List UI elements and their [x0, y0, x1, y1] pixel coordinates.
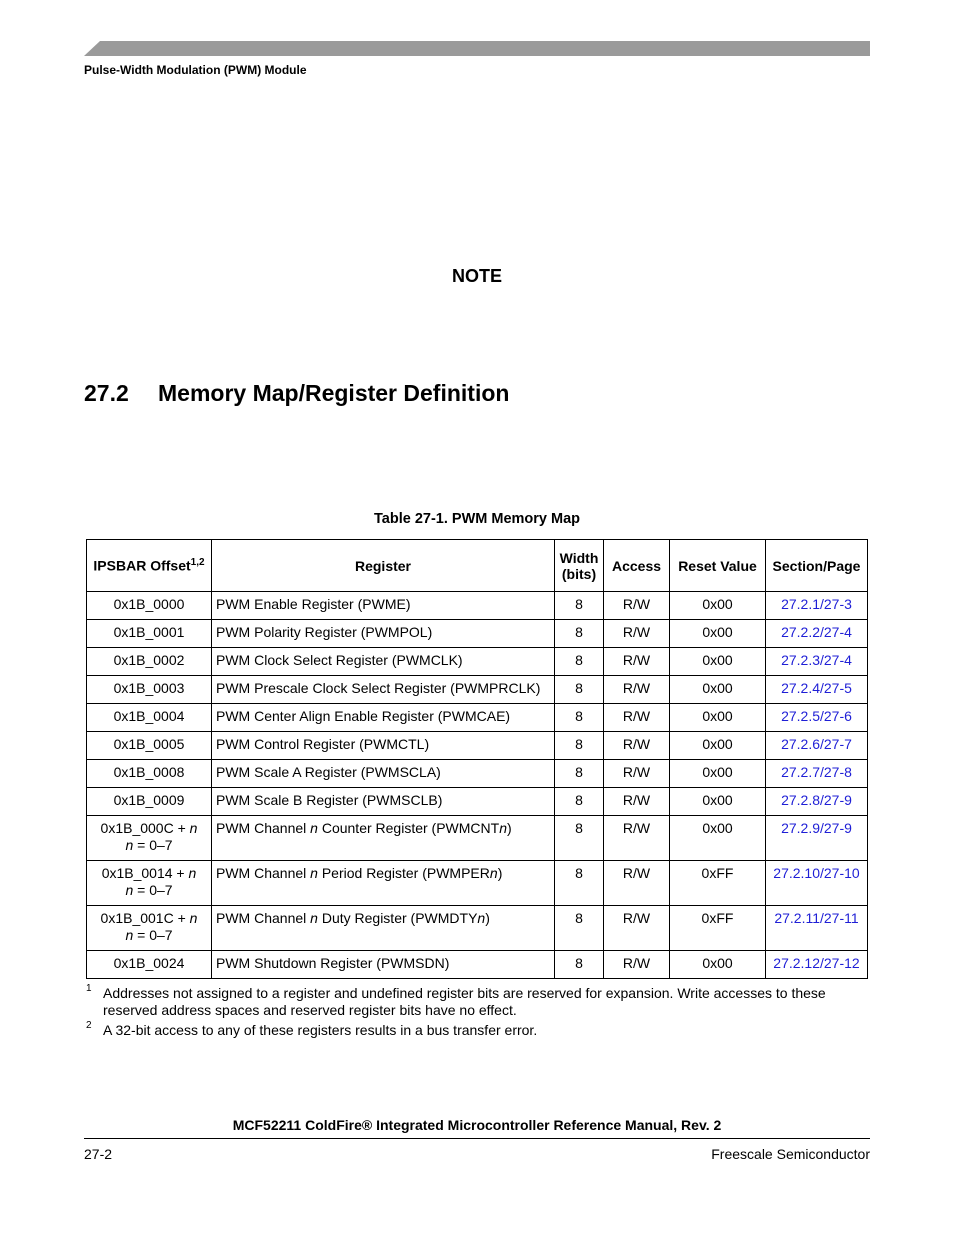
- cell-register: PWM Polarity Register (PWMPOL): [212, 620, 555, 648]
- cell-access: R/W: [604, 760, 670, 788]
- cell-section-page: [766, 816, 868, 861]
- header-access: Access: [604, 540, 670, 592]
- cell-register: PWM Channel n Counter Register (PWMCNTn): [212, 816, 555, 861]
- table-row: [87, 704, 868, 732]
- cell-width: 8: [555, 620, 604, 648]
- header-width: Width (bits): [555, 540, 604, 592]
- header-register: Register: [212, 540, 555, 592]
- cell-offset: 0x1B_0005: [87, 732, 212, 760]
- cell-width: 8: [555, 951, 604, 979]
- cell-section-page: [766, 704, 868, 732]
- section-page-link[interactable]: 27.2.4/27-5: [781, 680, 852, 696]
- header-offset-footnote-ref: 1,2: [190, 557, 205, 569]
- table-row: [87, 760, 868, 788]
- header-bar-graphic: [84, 41, 870, 56]
- cell-register: PWM Scale B Register (PWMSCLB): [212, 788, 555, 816]
- cell-register: PWM Channel n Period Register (PWMPERn): [212, 861, 555, 906]
- table-header-row: [87, 540, 868, 592]
- cell-width: 8: [555, 676, 604, 704]
- section-page-link[interactable]: 27.2.9/27-9: [781, 820, 852, 836]
- table-row: [87, 906, 868, 951]
- section-page-link[interactable]: 27.2.2/27-4: [781, 624, 852, 640]
- cell-section-page: [766, 906, 868, 951]
- header-offset: IPSBAR Offset$^{1,2}$: [87, 540, 212, 592]
- cell-offset: 0x1B_0008: [87, 760, 212, 788]
- cell-access: R/W: [604, 704, 670, 732]
- cell-register: PWM Center Align Enable Register (PWMCAE): [212, 704, 555, 732]
- cell-register: PWM Prescale Clock Select Register (PWMPRCLK): [212, 676, 555, 704]
- table-row: [87, 732, 868, 760]
- section-page-link[interactable]: 27.2.1/27-3: [781, 596, 852, 612]
- cell-access: R/W: [604, 620, 670, 648]
- cell-access: R/W: [604, 816, 670, 861]
- cell-offset: 0x1B_001C + n n = 0–7: [87, 906, 212, 951]
- cell-offset: 0x1B_0009: [87, 788, 212, 816]
- cell-register: PWM Shutdown Register (PWMSDN): [212, 951, 555, 979]
- cell-width: 8: [555, 906, 604, 951]
- cell-offset: 0x1B_0002: [87, 648, 212, 676]
- header-reset-value: Reset Value: [670, 540, 766, 592]
- cell-reset-value: 0x00: [670, 760, 766, 788]
- cell-section-page: [766, 592, 868, 620]
- cell-offset: 0x1B_0001: [87, 620, 212, 648]
- cell-section-page: [766, 760, 868, 788]
- cell-access: R/W: [604, 788, 670, 816]
- cell-offset: 0x1B_0000: [87, 592, 212, 620]
- cell-offset: 0x1B_0004: [87, 704, 212, 732]
- section-page-link[interactable]: 27.2.8/27-9: [781, 792, 852, 808]
- cell-access: R/W: [604, 951, 670, 979]
- cell-section-page: [766, 861, 868, 906]
- cell-width: 8: [555, 788, 604, 816]
- cell-access: R/W: [604, 592, 670, 620]
- note-title: NOTE: [451, 266, 502, 286]
- cell-width: 8: [555, 760, 604, 788]
- table-row: [87, 816, 868, 861]
- section-page-link[interactable]: 27.2.7/27-8: [781, 764, 852, 780]
- cell-access: R/W: [604, 732, 670, 760]
- cell-offset: 0x1B_0024: [87, 951, 212, 979]
- cell-width: 8: [555, 732, 604, 760]
- cell-section-page: [766, 620, 868, 648]
- cell-reset-value: 0x00: [670, 620, 766, 648]
- cell-reset-value: 0x00: [670, 816, 766, 861]
- cell-section-page: [766, 648, 868, 676]
- footer-manual-title: MCF52211 ColdFire® Integrated Microcontroller Reference Manual, Rev. 2: [232, 1117, 722, 1133]
- cell-register: PWM Clock Select Register (PWMCLK): [212, 648, 555, 676]
- cell-width: 8: [555, 704, 604, 732]
- cell-width: 8: [555, 861, 604, 906]
- cell-width: 8: [555, 592, 604, 620]
- cell-reset-value: 0x00: [670, 732, 766, 760]
- table-row: [87, 861, 868, 906]
- cell-width: 8: [555, 816, 604, 861]
- cell-reset-value: 0x00: [670, 788, 766, 816]
- section-page-link[interactable]: 27.2.10/27-10: [773, 865, 860, 881]
- footnote-2: 2 A 32-bit access to any of these registers results in a bus transfer error.: [86, 1020, 538, 1038]
- section-page-link[interactable]: 27.2.6/27-7: [781, 736, 852, 752]
- cell-register: PWM Control Register (PWMCTL): [212, 732, 555, 760]
- table-caption: Table 27-1. PWM Memory Map: [374, 511, 580, 527]
- cell-section-page: [766, 788, 868, 816]
- cell-reset-value: 0x00: [670, 951, 766, 979]
- table-row: [87, 620, 868, 648]
- section-page-link[interactable]: 27.2.11/27-11: [774, 910, 859, 926]
- cell-access: R/W: [604, 861, 670, 906]
- cell-reset-value: 0x00: [670, 676, 766, 704]
- table-row: [87, 648, 868, 676]
- cell-register: PWM Channel n Duty Register (PWMDTYn): [212, 906, 555, 951]
- table-row: [87, 676, 868, 704]
- cell-register: PWM Enable Register (PWME): [212, 592, 555, 620]
- header-section-page: Section/Page: [766, 540, 868, 592]
- cell-access: R/W: [604, 676, 670, 704]
- section-page-link[interactable]: 27.2.3/27-4: [781, 652, 852, 668]
- cell-reset-value: 0xFF: [670, 861, 766, 906]
- pwm-memory-map-table: [86, 539, 868, 979]
- cell-access: R/W: [604, 648, 670, 676]
- table-row: [87, 951, 868, 979]
- section-heading: [84, 380, 509, 407]
- cell-access: R/W: [604, 906, 670, 951]
- running-header: Pulse-Width Modulation (PWM) Module: [84, 63, 307, 77]
- cell-reset-value: 0x00: [670, 648, 766, 676]
- cell-reset-value: 0x00: [670, 704, 766, 732]
- cell-register: PWM Scale A Register (PWMSCLA): [212, 760, 555, 788]
- footnote-1: 1 Addresses not assigned to a register and undefined register bits are reserved for expansion. Write accesses to these reserved address spaces and reserved register bits have no effect.: [86, 983, 826, 1018]
- table-row: [87, 592, 868, 620]
- section-page-link[interactable]: 27.2.5/27-6: [781, 708, 852, 724]
- cell-section-page: [766, 732, 868, 760]
- footer-rule: [84, 1138, 870, 1139]
- cell-section-page: [766, 676, 868, 704]
- cell-section-page: [766, 951, 868, 979]
- section-page-link[interactable]: 27.2.12/27-12: [773, 955, 860, 971]
- cell-offset: 0x1B_0003: [87, 676, 212, 704]
- cell-offset: 0x1B_000C + n n = 0–7: [87, 816, 212, 861]
- cell-reset-value: 0x00: [670, 592, 766, 620]
- section-title: Memory Map/Register Definition: [158, 380, 510, 406]
- cell-offset: 0x1B_0014 + n n = 0–7: [87, 861, 212, 906]
- table-row: [87, 788, 868, 816]
- cell-reset-value: 0xFF: [670, 906, 766, 951]
- publisher-name: Freescale Semiconductor: [711, 1146, 870, 1162]
- cell-width: 8: [555, 648, 604, 676]
- section-number: 27.2: [84, 380, 129, 406]
- page-number: 27-2: [84, 1146, 113, 1162]
